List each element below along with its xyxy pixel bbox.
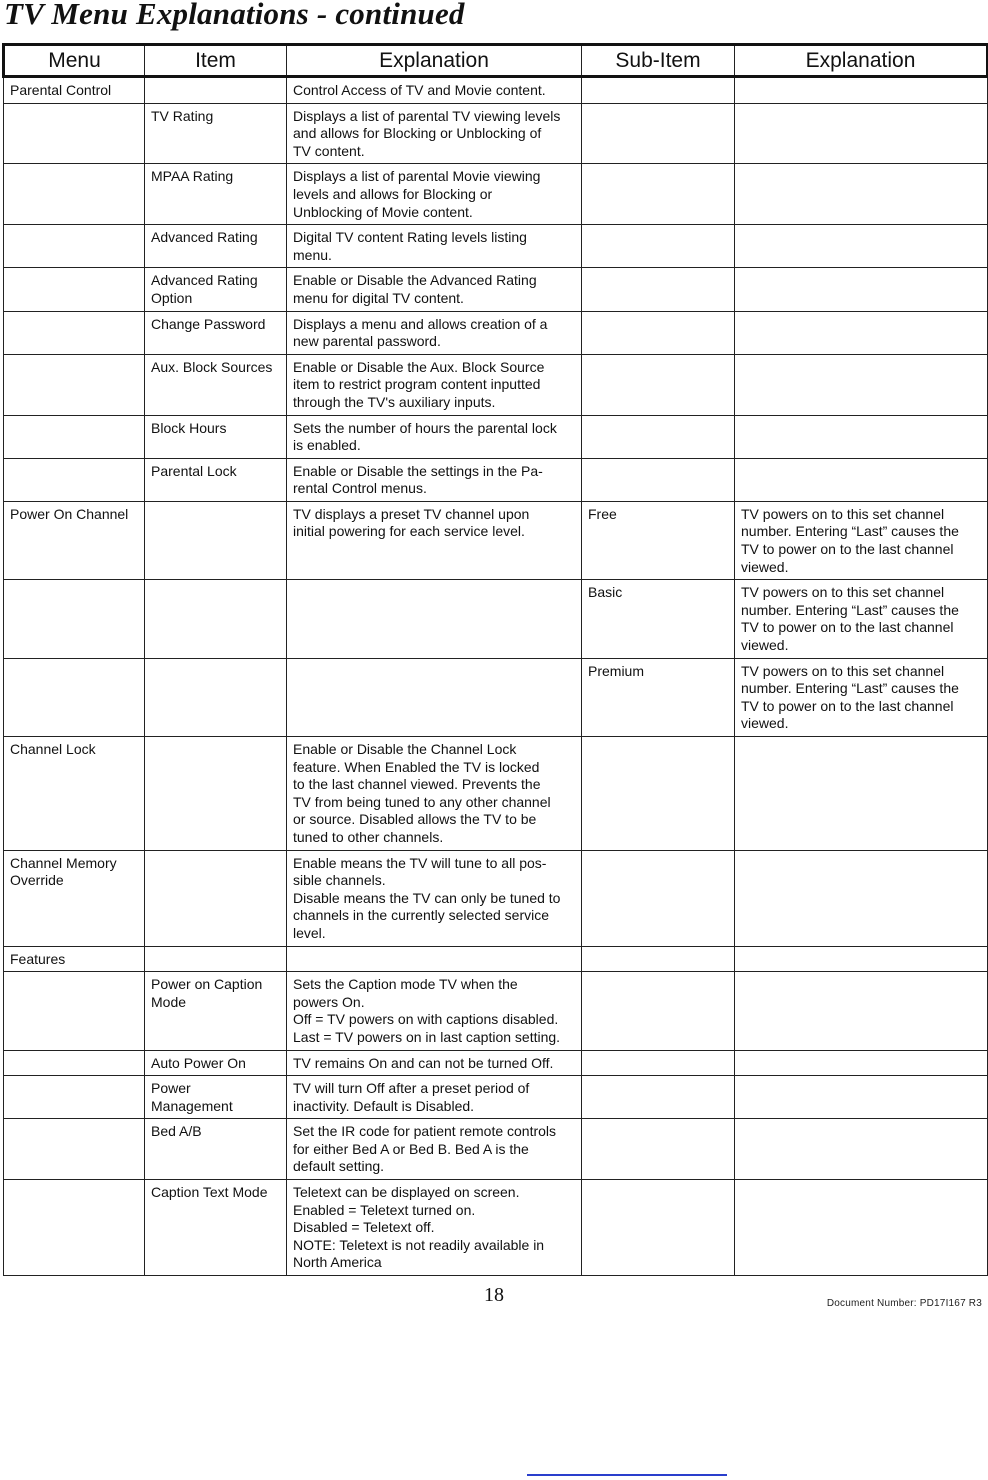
menu-cell <box>4 103 145 164</box>
sub-explanation-cell <box>735 850 988 946</box>
table-row <box>4 311 988 354</box>
sub-explanation-cell <box>735 354 988 415</box>
table-row <box>4 354 988 415</box>
sub-explanation-cell <box>735 1050 988 1076</box>
item-cell <box>145 946 287 972</box>
menu-cell: Power On Channel <box>4 501 145 579</box>
explanation-cell: Displays a menu and allows creation of a new parental password. <box>287 311 582 354</box>
sub-item-cell <box>582 1050 735 1076</box>
table-row <box>4 1180 988 1276</box>
explanation-cell: Teletext can be displayed on screen. Enabled = Teletext turned on. Disabled = Teletext off. NOTE: Teletext is not readily available in North America <box>287 1180 582 1276</box>
table-row <box>4 850 988 946</box>
item-cell: Change Password <box>145 311 287 354</box>
menu-cell: Parental Control <box>4 77 145 104</box>
table-row <box>4 501 988 579</box>
menu-cell: Channel Memory Override <box>4 850 145 946</box>
sub-explanation-cell <box>735 311 988 354</box>
table-row <box>4 580 988 658</box>
item-cell <box>145 658 287 736</box>
sub-item-cell <box>582 1076 735 1119</box>
sub-item-cell <box>582 103 735 164</box>
table-header-row <box>4 45 988 77</box>
menu-cell <box>4 658 145 736</box>
item-cell <box>145 501 287 579</box>
explanation-cell: Enable or Disable the Advanced Rating menu for digital TV content. <box>287 268 582 311</box>
sub-explanation-cell <box>735 415 988 458</box>
item-cell: MPAA Rating <box>145 164 287 225</box>
table-row <box>4 164 988 225</box>
menu-cell <box>4 1180 145 1276</box>
menu-cell <box>4 1119 145 1180</box>
explanation-cell: Displays a list of parental TV viewing levels and allows for Blocking or Unblocking of TV content. <box>287 103 582 164</box>
sub-item-cell <box>582 972 735 1050</box>
menu-cell <box>4 1050 145 1076</box>
table-row <box>4 458 988 501</box>
explanation-cell: Sets the number of hours the parental lock is enabled. <box>287 415 582 458</box>
item-cell <box>145 737 287 851</box>
explanation-cell: Set the IR code for patient remote controls for either Bed A or Bed B. Bed A is the default setting. <box>287 1119 582 1180</box>
explanation-cell <box>287 580 582 658</box>
header-explanation: Explanation <box>287 45 582 77</box>
menu-cell <box>4 1076 145 1119</box>
explanation-cell: Enable or Disable the Channel Lock feature. When Enabled the TV is locked to the last channel viewed. Prevents the TV from being tuned to any other channel or source. Disabled allows the TV to be tuned to other channels. <box>287 737 582 851</box>
menu-cell <box>4 164 145 225</box>
table-row <box>4 1119 988 1180</box>
table-row <box>4 77 988 104</box>
explanation-cell: TV will turn Off after a preset period of inactivity. Default is Disabled. <box>287 1076 582 1119</box>
explanation-cell: Enable means the TV will tune to all pos- sible channels. Disable means the TV can only be tuned to channels in the currently selected service level. <box>287 850 582 946</box>
header-sub-item: Sub-Item <box>582 45 735 77</box>
explanation-cell <box>287 658 582 736</box>
menu-cell <box>4 354 145 415</box>
menu-cell <box>4 458 145 501</box>
sub-explanation-cell <box>735 458 988 501</box>
explanation-cell <box>287 946 582 972</box>
table-row <box>4 946 988 972</box>
sub-explanation-cell <box>735 77 988 104</box>
sub-explanation-cell: TV powers on to this set channel number. Entering “Last” causes the TV to power on to the last channel viewed. <box>735 658 988 736</box>
sub-explanation-cell <box>735 1119 988 1180</box>
sub-explanation-cell <box>735 268 988 311</box>
item-cell <box>145 580 287 658</box>
header-sub-explanation: Explanation <box>735 45 988 77</box>
header-menu: Menu <box>4 45 145 77</box>
item-cell: TV Rating <box>145 103 287 164</box>
sub-item-cell <box>582 737 735 851</box>
item-cell: Aux. Block Sources <box>145 354 287 415</box>
sub-item-cell: Premium <box>582 658 735 736</box>
sub-item-cell <box>582 77 735 104</box>
sub-item-cell: Basic <box>582 580 735 658</box>
item-cell: Power Management <box>145 1076 287 1119</box>
sub-explanation-cell <box>735 972 988 1050</box>
item-cell: Parental Lock <box>145 458 287 501</box>
table-row <box>4 103 988 164</box>
sub-explanation-cell <box>735 1076 988 1119</box>
table-row <box>4 737 988 851</box>
item-cell: Advanced Rating Option <box>145 268 287 311</box>
explanation-cell: Digital TV content Rating levels listing menu. <box>287 225 582 268</box>
explanation-cell: TV displays a preset TV channel upon initial powering for each service level. <box>287 501 582 579</box>
item-cell <box>145 77 287 104</box>
sub-explanation-cell: TV powers on to this set channel number. Entering “Last” causes the TV to power on to the last channel viewed. <box>735 501 988 579</box>
explanation-cell: Displays a list of parental Movie viewing levels and allows for Blocking or Unblocking of Movie content. <box>287 164 582 225</box>
item-cell: Auto Power On <box>145 1050 287 1076</box>
table-row <box>4 658 988 736</box>
sub-item-cell <box>582 415 735 458</box>
explanation-cell: Control Access of TV and Movie content. <box>287 77 582 104</box>
item-cell: Caption Text Mode <box>145 1180 287 1276</box>
explanation-cell: Enable or Disable the settings in the Pa- rental Control menus. <box>287 458 582 501</box>
menu-cell <box>4 225 145 268</box>
sub-item-cell <box>582 311 735 354</box>
menu-cell <box>4 415 145 458</box>
sub-item-cell <box>582 268 735 311</box>
header-item: Item <box>145 45 287 77</box>
sub-item-cell <box>582 946 735 972</box>
menu-cell <box>4 580 145 658</box>
sub-item-cell: Free <box>582 501 735 579</box>
sub-item-cell <box>582 225 735 268</box>
sub-item-cell <box>582 458 735 501</box>
item-cell: Advanced Rating <box>145 225 287 268</box>
item-cell <box>145 850 287 946</box>
explanation-cell: Enable or Disable the Aux. Block Source item to restrict program content inputted through the TV's auxiliary inputs. <box>287 354 582 415</box>
item-cell: Bed A/B <box>145 1119 287 1180</box>
table-row <box>4 972 988 1050</box>
menu-cell: Features <box>4 946 145 972</box>
explanation-cell: TV remains On and can not be turned Off. <box>287 1050 582 1076</box>
sub-item-cell <box>582 354 735 415</box>
explanation-cell: Sets the Caption mode TV when the powers On. Off = TV powers on with captions disabled. Last = TV powers on in last caption setting. <box>287 972 582 1050</box>
sub-explanation-cell <box>735 737 988 851</box>
menu-cell <box>4 972 145 1050</box>
footer-link-underline[interactable] <box>527 1474 727 1476</box>
document-number: Document Number: PD17I167 R3 <box>826 1298 982 1309</box>
menu-explanations-table <box>2 43 988 1276</box>
sub-item-cell <box>582 1119 735 1180</box>
table-row <box>4 268 988 311</box>
table-row <box>4 1076 988 1119</box>
page-title: TV Menu Explanations - continued <box>4 0 465 31</box>
sub-item-cell <box>582 850 735 946</box>
sub-explanation-cell: TV powers on to this set channel number. Entering “Last” causes the TV to power on to the last channel viewed. <box>735 580 988 658</box>
table-row <box>4 225 988 268</box>
sub-explanation-cell <box>735 946 988 972</box>
sub-explanation-cell <box>735 164 988 225</box>
menu-cell <box>4 311 145 354</box>
item-cell: Power on Caption Mode <box>145 972 287 1050</box>
table-row <box>4 1050 988 1076</box>
menu-cell: Channel Lock <box>4 737 145 851</box>
table-body <box>4 77 988 1276</box>
menu-cell <box>4 268 145 311</box>
sub-item-cell <box>582 1180 735 1276</box>
sub-explanation-cell <box>735 225 988 268</box>
page-number: 18 <box>484 1284 504 1306</box>
sub-explanation-cell <box>735 103 988 164</box>
table-row <box>4 415 988 458</box>
item-cell: Block Hours <box>145 415 287 458</box>
sub-explanation-cell <box>735 1180 988 1276</box>
sub-item-cell <box>582 164 735 225</box>
